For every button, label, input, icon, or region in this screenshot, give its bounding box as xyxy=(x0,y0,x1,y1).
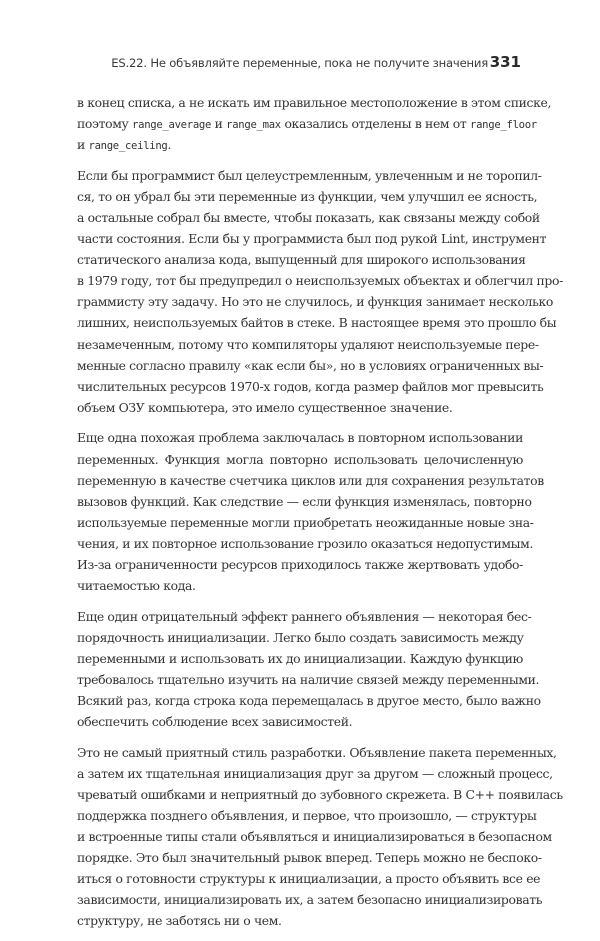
text-run: Из-за ограниченности ресурсов приходилось также жертвовать удобо- xyxy=(77,556,523,572)
text-line xyxy=(77,575,523,596)
text-run: порядочность инициализации. Легко было создать зависимость между xyxy=(77,629,524,645)
text-line xyxy=(77,554,523,575)
text-line xyxy=(77,207,540,228)
text-line xyxy=(77,228,547,249)
text-run: чения, и их повторное использование грозило оказаться недопустимым. xyxy=(77,535,534,551)
text-line xyxy=(77,134,523,155)
text-run: переменными и использовать их до инициализации. Каждую функцию xyxy=(77,650,523,666)
text-run: Еще одна похожая проблема заключалась в повторном использовании xyxy=(77,430,523,446)
text-line xyxy=(77,376,544,397)
text-line xyxy=(77,427,523,448)
text-run: объем ОЗУ компьютера, это имело существенное значение. xyxy=(77,399,453,415)
text-run: статического анализа кода, выпущенный для широкого использования xyxy=(77,252,526,268)
text-run: лишних, неиспользуемых байтов в стеке. В настоящее время это прошло бы xyxy=(77,315,557,331)
text-run: менные согласно правилу «как если бы», но в условиях ограниченных вы- xyxy=(77,357,544,373)
text-run: части состояния. Если бы у программиста был под рукой Lint, инструмент xyxy=(77,231,547,247)
text-run: а затем их тщательная инициализация друг за другом — сложный процесс, xyxy=(77,765,553,781)
text-line xyxy=(77,742,557,763)
text-run: поэтому xyxy=(77,116,133,132)
paragraph xyxy=(77,427,544,596)
text-run: и встроенные типы стали объявляться и инициализироваться в безопасном xyxy=(77,829,552,845)
text-run: читаемостью кода. xyxy=(77,578,196,594)
inline-code: range_max xyxy=(226,119,281,132)
text-line xyxy=(77,868,541,889)
text-run: вызовов функций. Как следствие — если функция изменялась, повторно xyxy=(77,493,532,509)
text-run: . xyxy=(167,137,172,153)
text-line xyxy=(77,648,523,669)
text-line xyxy=(77,270,563,291)
inline-code: range_ceiling xyxy=(88,140,168,153)
text-line xyxy=(77,186,538,207)
text-line xyxy=(77,470,544,491)
text-run: переменных. Функция могла повторно использовать целочисленную xyxy=(77,451,523,467)
text-line xyxy=(77,669,540,690)
text-run: чреватый ошибками и неприятный до зубовного скрежета. В C++ появилась xyxy=(77,786,563,802)
body-text xyxy=(77,92,563,941)
text-line xyxy=(77,249,526,270)
paragraph xyxy=(77,606,541,733)
text-line xyxy=(77,910,523,931)
text-line xyxy=(77,165,542,186)
paragraph xyxy=(77,165,563,418)
text-run: структуру, не заботясь ни о чем. xyxy=(77,913,282,929)
text-run: и xyxy=(77,137,89,153)
text-line xyxy=(77,92,552,113)
text-line xyxy=(77,491,532,512)
text-line xyxy=(77,397,523,418)
text-run: обеспечить соблюдение всех зависимостей. xyxy=(77,714,353,730)
text-line xyxy=(77,533,534,554)
text-run: используемые переменные могли приобретать неожиданные новые зна- xyxy=(77,514,534,530)
inline-code: range_average xyxy=(132,119,212,132)
text-line xyxy=(77,690,541,711)
text-line xyxy=(77,291,553,312)
text-run: Еще один отрицательный эффект раннего объявления — некоторая бес- xyxy=(77,608,532,624)
text-run: числительных ресурсов 1970-х годов, когда размер файлов мог превысить xyxy=(77,378,544,394)
page-number: 331 xyxy=(489,53,521,71)
text-line xyxy=(77,711,523,732)
text-line xyxy=(77,355,544,376)
text-run: иться о готовности структуры к инициализации, а просто объявить все ее xyxy=(77,871,541,887)
text-run: Если бы программист был целеустремленным, увлеченным и не торопил- xyxy=(77,167,542,183)
text-run: переменную в качестве счетчика циклов или для сохранения результатов xyxy=(77,472,544,488)
text-run: Всякий раз, когда строка кода перемещалась в другое место, было важно xyxy=(77,693,541,709)
inline-code: range_floor xyxy=(470,119,537,132)
text-run: поддержка позднего объявления, и первое, что произошло, — структуры xyxy=(77,808,537,823)
text-line xyxy=(77,606,532,627)
text-line xyxy=(77,312,557,333)
text-line xyxy=(77,826,552,847)
text-line xyxy=(77,627,523,648)
running-title: ES.22. Не объявляйте переменные, пока не получите значения xyxy=(111,56,488,70)
text-run: ся, то он убрал бы эти переменные из функции, чем улучшил ее ясность, xyxy=(77,188,538,204)
text-run: граммисту эту задачу. Но это не случилось, и функция занимает несколько xyxy=(77,294,553,310)
text-line xyxy=(77,113,537,134)
text-line xyxy=(77,334,539,355)
text-run: Это не самый приятный стиль разработки. Объявление пакета переменных, xyxy=(77,744,557,760)
paragraph xyxy=(77,92,552,155)
text-run: в 1979 году, тот бы предупредил о неиспользуемых объектах и облегчил про- xyxy=(77,273,563,289)
text-run: оказались отделены в нем от xyxy=(280,116,471,132)
text-run: и xyxy=(211,116,227,132)
text-run: зависимости, инициализировать их, а затем безопасно инициализировать xyxy=(77,892,543,908)
text-line xyxy=(77,889,543,910)
text-run: в конец списка, а не искать им правильное местоположение в этом списке, xyxy=(77,95,552,110)
text-line xyxy=(77,847,542,868)
text-line xyxy=(77,805,537,826)
text-line xyxy=(77,449,523,470)
text-run: а остальные собрал бы вместе, чтобы показать, как связаны между собой xyxy=(77,209,540,225)
text-run: порядке. Это был значительный рывок вперед. Теперь можно не беспоко- xyxy=(77,850,542,866)
page-header xyxy=(0,53,600,73)
text-line xyxy=(77,763,553,784)
text-run: требовалось тщательно изучить на наличие связей между переменными. xyxy=(77,671,540,687)
text-line xyxy=(77,512,534,533)
text-line xyxy=(77,784,563,805)
text-run: незамеченным, потому что компиляторы удаляют неиспользуемые пере- xyxy=(77,336,539,352)
paragraph xyxy=(77,742,563,932)
